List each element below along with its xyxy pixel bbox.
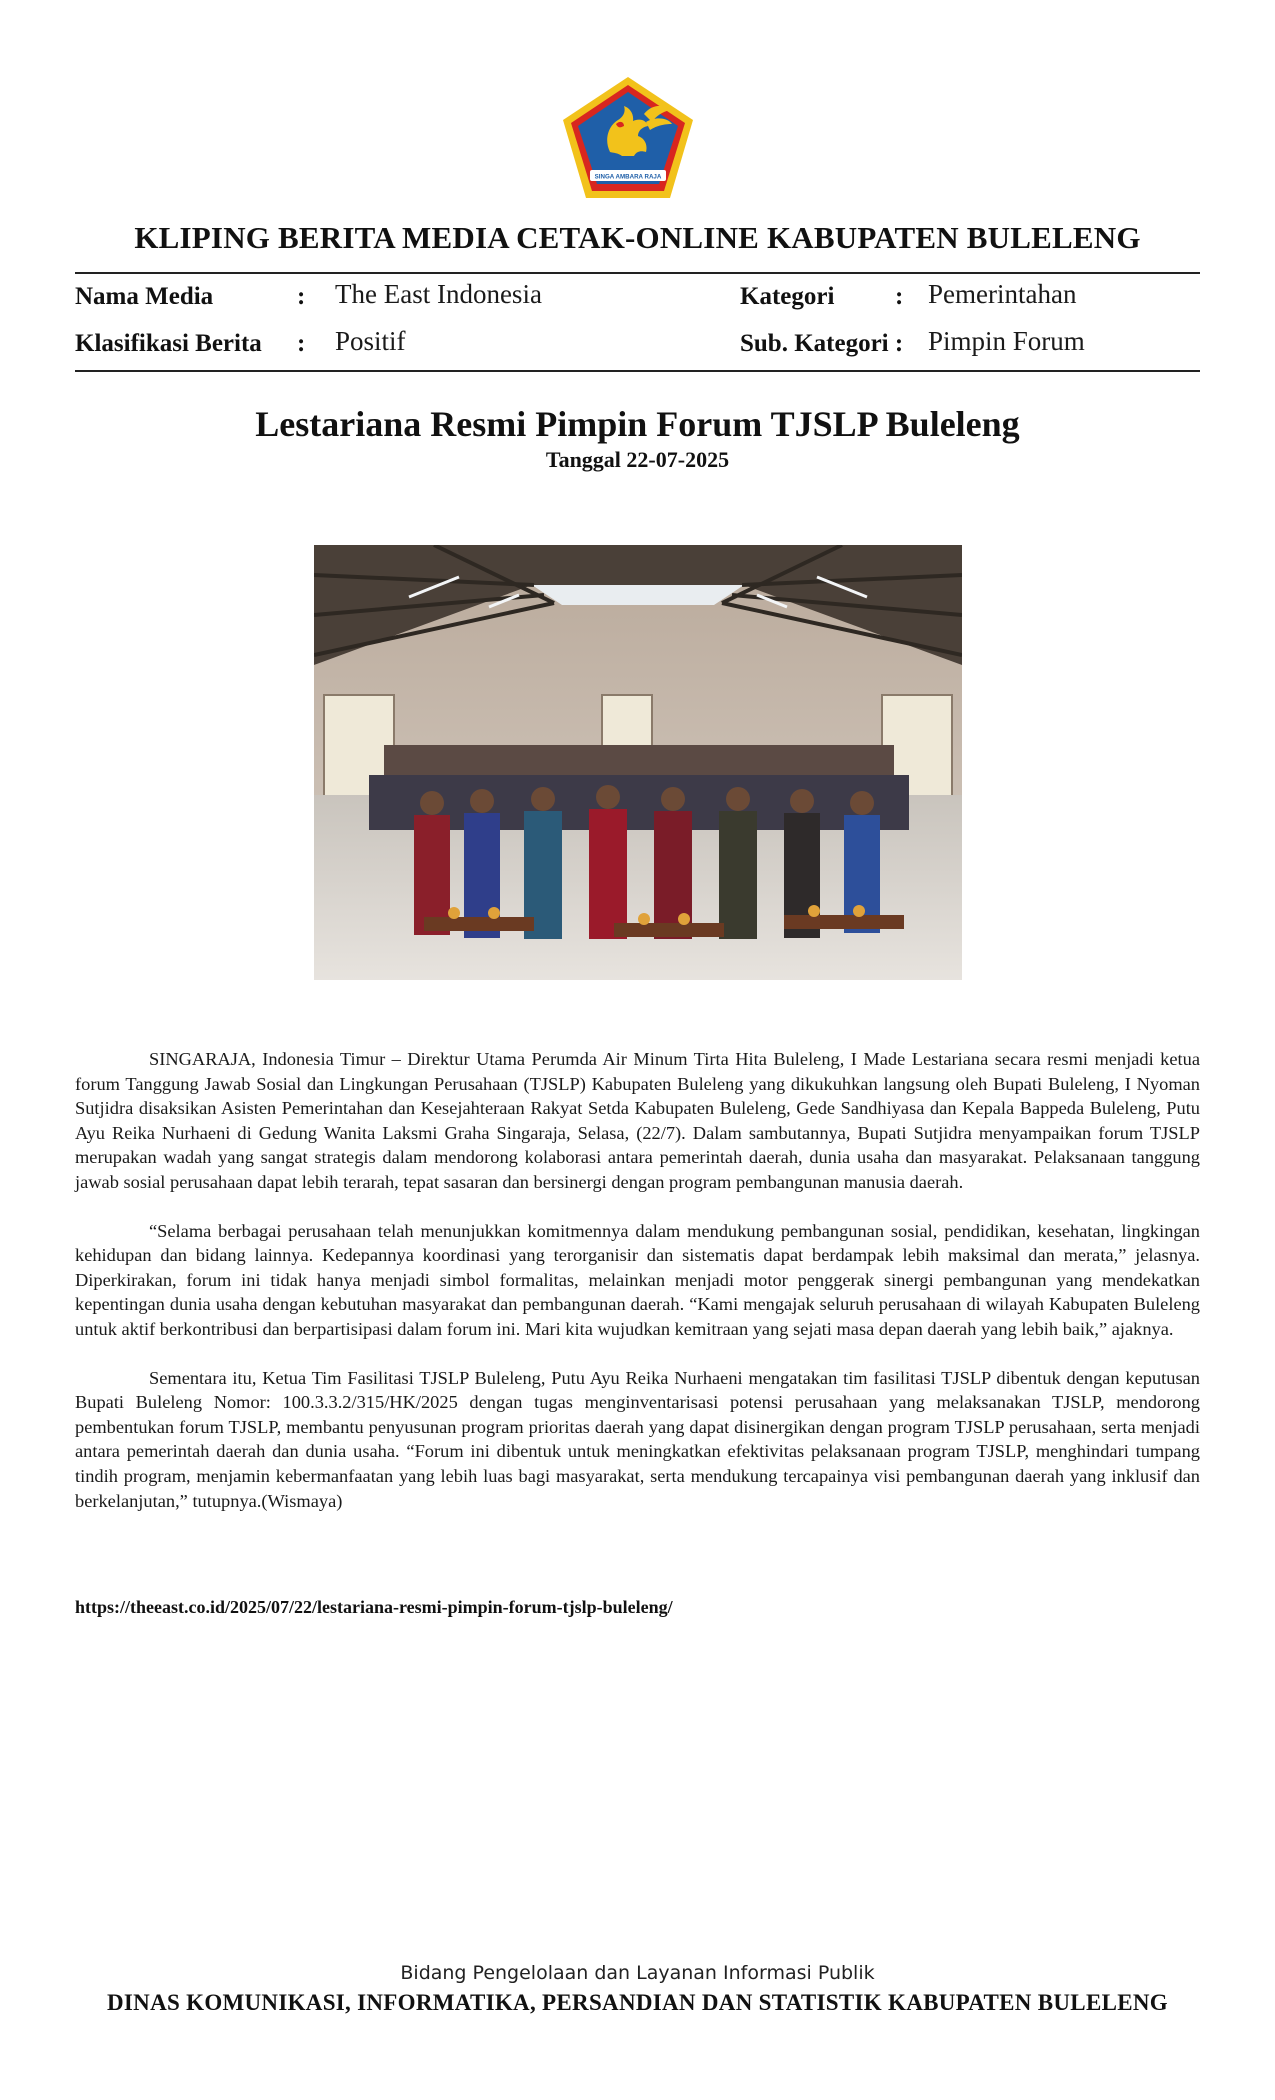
document-title: KLIPING BERITA MEDIA CETAK-ONLINE KABUPATEN BULELENG [134, 220, 1141, 255]
media-label: Nama Media [75, 283, 214, 310]
subkategori-value: Pimpin Forum [928, 326, 1085, 356]
article-paragraph: “Selama berbagai perusahaan telah menunjukkan komitmennya dalam mendukung pembangunan sosial, pendidikan, kesehatan, lingkingan kehidupan dan bidang lainnya. Kedepannya koordinasi yang terorganisir dan sistematis dapat berdampak lebih maksimal dan merata,” jelasnya. Diperkirakan, forum ini tidak hanya menjadi simbol formalitas, melainkan menjadi motor penggerak sinergi pembangunan yang mendekatkan kepentingan dunia usaha dengan kebutuhan masyarakat dan pembangunan daerah. “Kami mengajak seluruh perusahaan di wilayah Kabupaten Buleleng untuk aktif berkontribusi dan berpartisipasi dalam forum ini. Mari kita wujudkan kemitraan yang sejati masa depan daerah yang lebih baik,” ajaknya. [75, 1220, 1200, 1339]
meta-klasifikasi [75, 326, 655, 362]
top-rule [75, 272, 1200, 274]
article-paragraph: Sementara itu, Ketua Tim Fasilitasi TJSLP Buleleng, Putu Ayu Reika Nurhaeni mengatakan tim fasilitasi TJSLP dibentuk dengan keputusan Bupati Buleleng Nomor: 100.3.3.2/315/HK/2025 dengan tugas menginventarisasi potensi perusahaan yang melaksanakan TJSLP, mendorong pembentukan forum TJSLP, membantu penyusunan program prioritas daerah yang dapat disinergikan dengan program TJSLP perusahaan, serta menjadi antara pemerintah daerah dan dunia usaha. “Forum ini dibentuk untuk meningkatkan efektivitas pelaksanaan program TJSLP, menghindari tumpang tindih program, menjamin kebermanfaatan yang lebih luas bagi masyarakat, serta mendukung tercapainya visi pembangunan daerah yang inklusif dan berkelanjutan,” tutupnya.(Wismaya) [75, 1367, 1200, 1511]
klasifikasi-label: Klasifikasi Berita [75, 330, 262, 357]
bottom-rule [75, 370, 1200, 372]
kabupaten-buleleng-logo [560, 74, 696, 201]
article-body [75, 1047, 1200, 1537]
footer-agency: DINAS KOMUNIKASI, INFORMATIKA, PERSANDIAN DAN STATISTIK KABUPATEN BULELENG [107, 1990, 1168, 2015]
meta-kategori [740, 279, 1200, 315]
klasifikasi-value: Positif [335, 326, 406, 356]
media-value: The East Indonesia [335, 279, 542, 309]
article-date: Tanggal 22-07-2025 [545, 447, 730, 472]
meta-media [75, 279, 655, 315]
singa-ambara-raja-emblem-icon [560, 74, 696, 201]
meta-subkategori [740, 326, 1200, 362]
footer-subtitle: Bidang Pengelolaan dan Layanan Informasi Publik [400, 1962, 875, 1984]
logo-motto: SINGA AMBARA RAJA [594, 173, 662, 181]
kategori-value: Pemerintahan [928, 279, 1077, 309]
article-paragraph: SINGARAJA, Indonesia Timur – Direktur Utama Perumda Air Minum Tirta Hita Buleleng, I Made Lestariana secara resmi menjadi ketua forum Tanggung Jawab Sosial dan Lingkungan Perusahaan (TJSLP) Kabupaten Buleleng yang dikukuhkan langsung oleh Bupati Buleleng, I Nyoman Sutjidra disaksikan Asisten Pemerintahan dan Kesejahteraan Rakyat Setda Kabupaten Buleleng, Gede Sandhiyasa dan Kepala Bappeda Buleleng, Putu Ayu Reika Nurhaeni di Gedung Wanita Laksmi Graha Singaraja, Selasa, (22/7). Dalam sambutannya, Bupati Sutjidra menyampaikan forum TJSLP merupakan wadah yang sangat strategis dalam mendorong kolaborasi antara pemerintah daerah, dunia usaha dan masyarakat. Pelaksanaan tanggung jawab sosial perusahaan dapat lebih terarah, tepat sasaran dan bersinergi dengan program pembangunan manusia daerah. [75, 1049, 1200, 1192]
source-url-link[interactable]: https://theeast.co.id/2025/07/22/lestariana-resmi-pimpin-forum-tjslp-buleleng/ [75, 1597, 673, 1617]
klasifikasi-colon: : [297, 330, 306, 357]
kategori-colon: : [895, 283, 904, 310]
kategori-label: Kategori [740, 283, 835, 310]
article-headline: Lestariana Resmi Pimpin Forum TJSLP Buleleng [255, 404, 1020, 444]
article-photo [314, 545, 962, 980]
subkategori-label: Sub. Kategori : [740, 330, 904, 357]
group-photo-image [314, 545, 962, 980]
media-colon: : [297, 283, 306, 310]
